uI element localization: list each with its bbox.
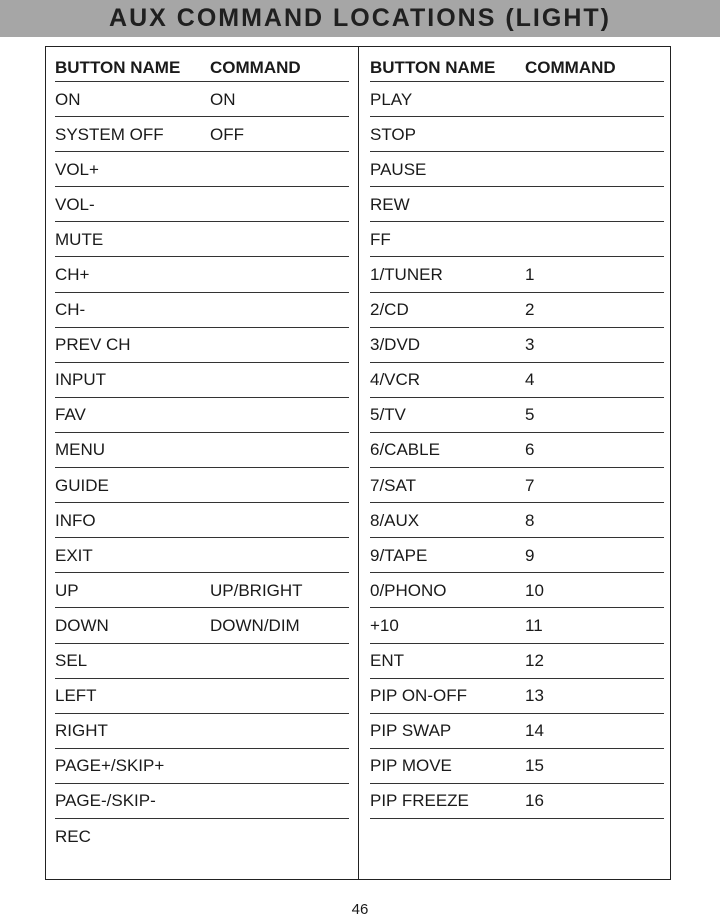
table-row: [55, 644, 349, 679]
button-name-cell: REC: [55, 827, 91, 847]
table-row: [55, 82, 349, 117]
table-row: [370, 328, 664, 363]
command-cell: 4: [525, 370, 535, 390]
button-name-cell: PIP SWAP: [370, 721, 452, 741]
table-row: [370, 363, 664, 398]
button-name-cell: RIGHT: [55, 721, 108, 741]
table-row: [55, 679, 349, 714]
command-cell: DOWN/DIM: [210, 615, 300, 635]
button-name-cell: VOL+: [55, 159, 99, 179]
table-row: [370, 117, 664, 152]
button-name-cell: PAUSE: [370, 159, 427, 179]
right-header-row: [370, 53, 664, 82]
button-name-cell: 1/TUNER: [370, 265, 443, 285]
table-row: [55, 187, 349, 222]
table-row: [370, 257, 664, 292]
table-row: [370, 398, 664, 433]
button-name-cell: +10: [370, 615, 399, 635]
table-row: [55, 257, 349, 292]
button-name-cell: 7/SAT: [370, 475, 416, 495]
command-cell: ON: [210, 89, 236, 109]
button-name-cell: EXIT: [55, 545, 93, 565]
table-row: [55, 608, 349, 643]
button-name-cell: GUIDE: [55, 475, 109, 495]
header-button-name: BUTTON NAME: [370, 57, 496, 77]
table-row: [370, 222, 664, 257]
table-row: [370, 784, 664, 819]
table-row: [55, 152, 349, 187]
button-name-cell: 6/CABLE: [370, 440, 440, 460]
button-name-cell: PAGE-/SKIP-: [55, 791, 156, 811]
table-row: [55, 222, 349, 257]
button-name-cell: UP: [55, 580, 79, 600]
right-table-body: [370, 82, 664, 819]
button-name-cell: FAV: [55, 405, 86, 425]
button-name-cell: MUTE: [55, 229, 104, 249]
table-row: [55, 293, 349, 328]
right-table: [370, 53, 664, 819]
table-row: [55, 433, 349, 468]
table-row: [55, 328, 349, 363]
table-row: [55, 819, 349, 854]
left-table: [55, 53, 349, 854]
table-row: [370, 503, 664, 538]
command-cell: 5: [525, 405, 535, 425]
table-row: [370, 608, 664, 643]
table-row: [55, 573, 349, 608]
button-name-cell: 9/TAPE: [370, 545, 428, 565]
button-name-cell: DOWN: [55, 615, 109, 635]
command-cell: OFF: [210, 124, 244, 144]
table-row: [370, 679, 664, 714]
command-cell: 13: [525, 686, 544, 706]
table-row: [370, 749, 664, 784]
command-cell: 9: [525, 545, 535, 565]
button-name-cell: 4/VCR: [370, 370, 421, 390]
table-row: [370, 714, 664, 749]
button-name-cell: ENT: [370, 651, 404, 671]
button-name-cell: 3/DVD: [370, 335, 421, 355]
command-cell: 2: [525, 300, 535, 320]
table-row: [55, 468, 349, 503]
command-cell: 10: [525, 580, 544, 600]
table-row: [370, 433, 664, 468]
button-name-cell: ON: [55, 89, 81, 109]
command-cell: UP/BRIGHT: [210, 580, 303, 600]
button-name-cell: REW: [370, 194, 410, 214]
table-row: [55, 503, 349, 538]
table-row: [55, 749, 349, 784]
button-name-cell: PREV CH: [55, 335, 131, 355]
button-name-cell: PIP FREEZE: [370, 791, 469, 811]
command-cell: 16: [525, 791, 544, 811]
table-row: [370, 573, 664, 608]
button-name-cell: PLAY: [370, 89, 413, 109]
button-name-cell: CH-: [55, 300, 86, 320]
button-name-cell: 0/PHONO: [370, 580, 447, 600]
table-row: [370, 82, 664, 117]
table-row: [55, 784, 349, 819]
button-name-cell: SEL: [55, 651, 88, 671]
left-header-row: [55, 53, 349, 82]
table-row: [55, 398, 349, 433]
page-header: [0, 0, 720, 37]
table-row: [370, 538, 664, 573]
button-name-cell: 5/TV: [370, 405, 406, 425]
command-cell: 8: [525, 510, 535, 530]
page-title: AUX COMMAND LOCATIONS (LIGHT): [109, 4, 611, 32]
button-name-cell: STOP: [370, 124, 416, 144]
command-cell: 11: [525, 615, 543, 635]
table-row: [55, 117, 349, 152]
button-name-cell: SYSTEM OFF: [55, 124, 164, 144]
button-name-cell: PIP MOVE: [370, 756, 452, 776]
command-cell: 14: [525, 721, 544, 741]
page-number: 46: [351, 901, 369, 918]
header-command: COMMAND: [210, 57, 301, 77]
table-row: [55, 714, 349, 749]
command-cell: 15: [525, 756, 544, 776]
button-name-cell: FF: [370, 229, 391, 249]
button-name-cell: 2/CD: [370, 300, 409, 320]
button-name-cell: PAGE+/SKIP+: [55, 756, 165, 776]
command-cell: 6: [525, 440, 535, 460]
button-name-cell: INPUT: [55, 370, 106, 390]
button-name-cell: LEFT: [55, 686, 97, 706]
command-cell: 12: [525, 651, 544, 671]
table-row: [370, 152, 664, 187]
button-name-cell: MENU: [55, 440, 106, 460]
command-cell: 7: [525, 475, 535, 495]
button-name-cell: PIP ON-OFF: [370, 686, 467, 706]
table-row: [370, 644, 664, 679]
command-cell: 3: [525, 335, 535, 355]
table-row: [370, 293, 664, 328]
column-divider: [358, 46, 359, 880]
button-name-cell: 8/AUX: [370, 510, 420, 530]
table-row: [55, 363, 349, 398]
command-cell: 1: [525, 265, 535, 285]
button-name-cell: INFO: [55, 510, 96, 530]
button-name-cell: CH+: [55, 265, 90, 285]
table-row: [370, 468, 664, 503]
button-name-cell: VOL-: [55, 194, 95, 214]
table-row: [370, 187, 664, 222]
header-command: COMMAND: [525, 57, 616, 77]
header-button-name: BUTTON NAME: [55, 57, 181, 77]
table-row: [55, 538, 349, 573]
left-table-body: [55, 82, 349, 854]
